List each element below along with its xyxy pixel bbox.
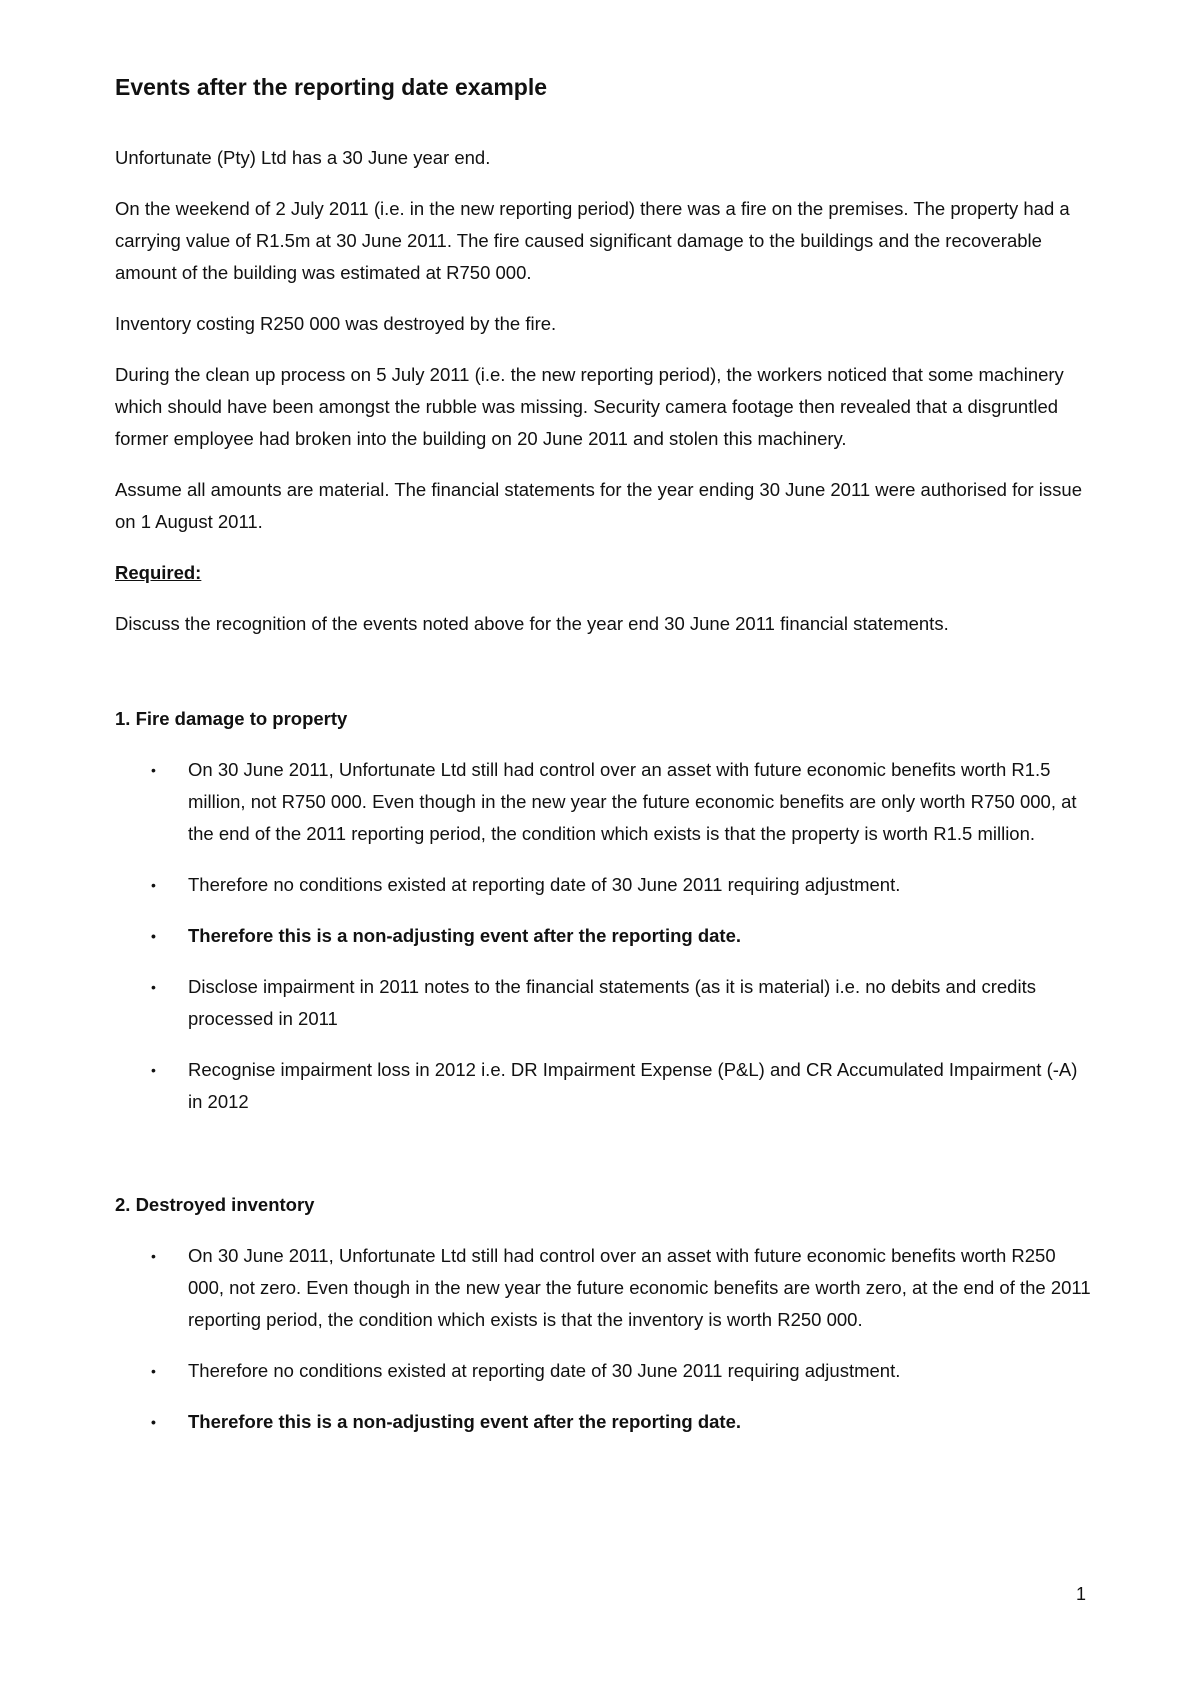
list-item (115, 1054, 1095, 1118)
list-item (115, 754, 1095, 850)
assumption-paragraph: Assume all amounts are material. The financial statements for the year ending 30 June 2011 were authorised for issue on 1 August 2011. (115, 479, 1082, 532)
bullet-icon: • (151, 928, 156, 944)
section-heading-fire-damage: 1. Fire damage to property (115, 708, 348, 729)
required-text: Discuss the recognition of the events noted above for the year end 30 June 2011 financial statements. (115, 613, 949, 634)
list-item (115, 869, 1095, 901)
list-item (115, 1355, 1095, 1387)
inventory-paragraph: Inventory costing R250 000 was destroyed by the fire. (115, 313, 557, 334)
list-item-text: Therefore this is a non-adjusting event after the reporting date. (188, 1411, 742, 1432)
bullet-list-fire-damage (115, 754, 1095, 1118)
bullet-icon: • (151, 762, 156, 778)
list-item-text: Disclose impairment in 2011 notes to the financial statements (as it is material) i.e. no debits and credits processed in 2011 (188, 976, 1036, 1029)
bullet-icon: • (151, 1414, 156, 1430)
document-title: Events after the reporting date example (115, 74, 548, 100)
list-item-text: On 30 June 2011, Unfortunate Ltd still had control over an asset with future economic benefits worth R250 000, not zero. Even though in the new year the future economic benefits are worth zero, at the end of the 2011 reporting period, the condition which exists is that the inventory is worth R250 000. (188, 1245, 1091, 1330)
required-label: Required: (115, 562, 202, 583)
list-item (115, 1406, 1095, 1438)
bullet-icon: • (151, 1363, 156, 1379)
intro-paragraph: Unfortunate (Pty) Ltd has a 30 June year end. (115, 147, 491, 168)
bullet-icon: • (151, 877, 156, 893)
list-item-text: Therefore this is a non-adjusting event after the reporting date. (188, 925, 742, 946)
list-item (115, 920, 1095, 952)
machinery-paragraph: During the clean up process on 5 July 2011 (i.e. the new reporting period), the workers noticed that some machinery which should have been amongst the rubble was missing. Security camera footage then revealed that a disgruntled former employee had broken into the building on 20 June 2011 and stolen this machinery. (115, 364, 1064, 449)
list-item-text: On 30 June 2011, Unfortunate Ltd still had control over an asset with future economic benefits worth R1.5 million, not R750 000. Even though in the new year the future economic benefits are only worth R750 000, at the end of the 2011 reporting period, the condition which exists is that the property is worth R1.5 million. (188, 759, 1077, 844)
fire-paragraph: On the weekend of 2 July 2011 (i.e. in the new reporting period) there was a fire on the premises. The property had a carrying value of R1.5m at 30 June 2011. The fire caused significant damage to the buildings and the recoverable amount of the building was estimated at R750 000. (115, 198, 1070, 283)
bullet-icon: • (151, 1062, 156, 1078)
section-heading-destroyed-inventory: 2. Destroyed inventory (115, 1194, 315, 1215)
bullet-icon: • (151, 1248, 156, 1264)
list-item-text: Therefore no conditions existed at reporting date of 30 June 2011 requiring adjustment. (188, 1360, 901, 1381)
page-number: 1 (1076, 1584, 1087, 1604)
bullet-list-destroyed-inventory (115, 1240, 1095, 1438)
list-item (115, 971, 1095, 1035)
list-item-text: Therefore no conditions existed at reporting date of 30 June 2011 requiring adjustment. (188, 874, 901, 895)
list-item (115, 1240, 1095, 1336)
list-item-text: Recognise impairment loss in 2012 i.e. DR Impairment Expense (P&L) and CR Accumulated Impairment (-A) in 2012 (188, 1059, 1078, 1112)
bullet-icon: • (151, 979, 156, 995)
document-body (115, 70, 1095, 1457)
